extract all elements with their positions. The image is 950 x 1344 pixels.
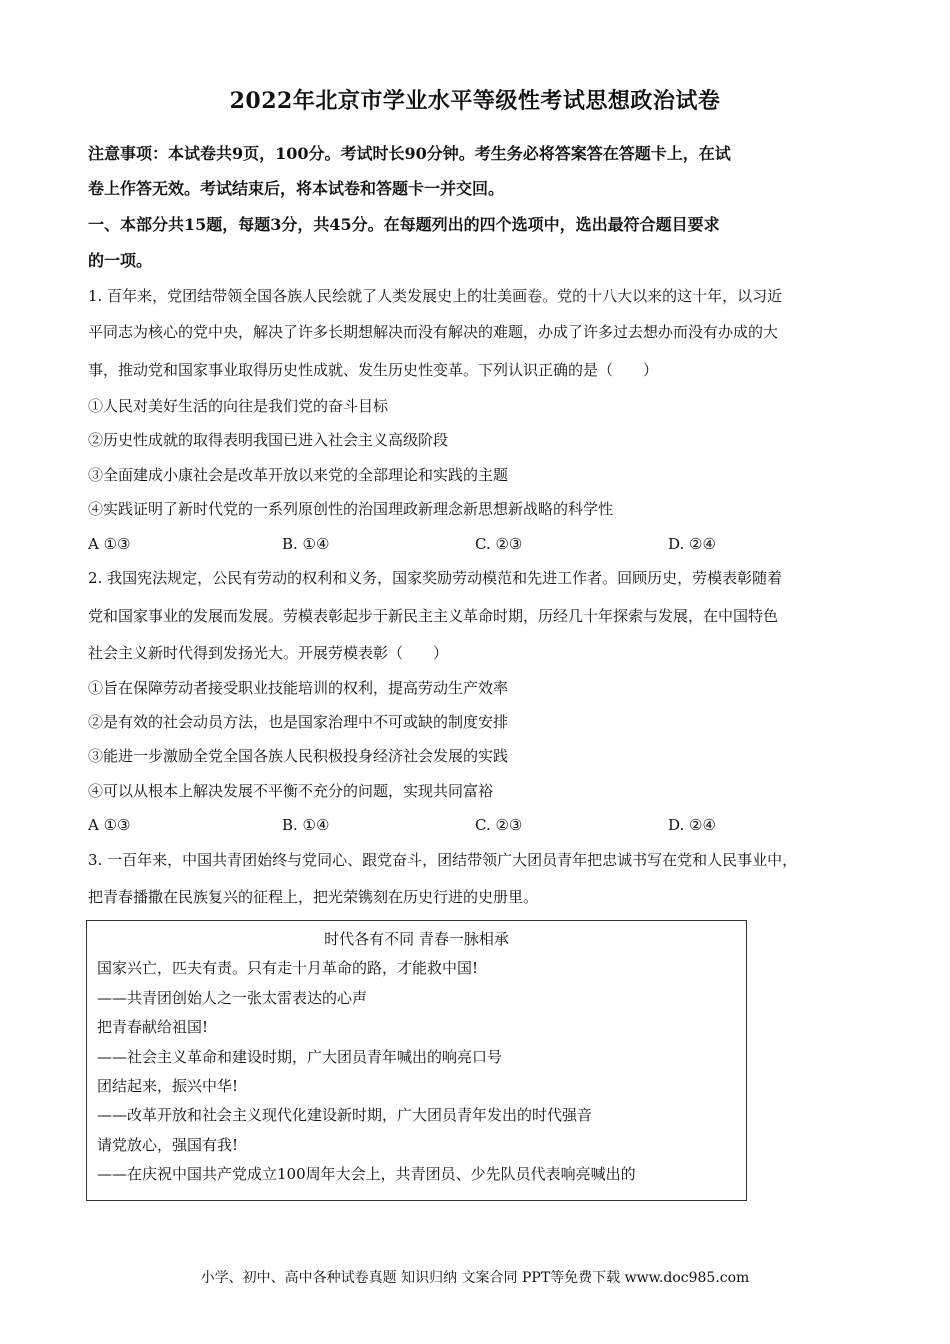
quote-line-7: 请党放心，强国有我! (97, 1136, 239, 1154)
q1-stem-line-3: 事，推动党和国家事业取得历史性成就、发生历史性变革。下列认识正确的是（ ） (88, 361, 659, 379)
notice-line-2: 卷上作答无效。考试结束后，将本试卷和答题卡一并交回。 (88, 179, 505, 198)
section-heading-line-2: 的一项。 (88, 251, 153, 270)
page-title: 2022年北京市学业水平等级性考试思想政治试卷 (229, 88, 721, 114)
q2-item-2: ②是有效的社会动员方法，也是国家治理中不可或缺的制度安排 (88, 713, 509, 731)
quote-line-8: ——在庆祝中国共产党成立100周年大会上，共青团员、少先队员代表响亮喊出的 (97, 1165, 636, 1183)
q2-option-d: D. ②④ (668, 816, 716, 834)
q3-stem-line-1: 3. 一百年来，中国共青团始终与党同心、跟党奋斗，团结带领广大团员青年把忠诚书写在党和人民事业中， (88, 851, 798, 869)
q1-option-c: C. ②③ (475, 535, 523, 553)
quote-line-6: ——改革开放和社会主义现代化建设新时期，广大团员青年发出的时代强音 (97, 1106, 593, 1124)
q2-stem-line-1: 2. 我国宪法规定，公民有劳动的权利和义务，国家奖励劳动模范和先进工作者。回顾历史，劳模表彰随着 (88, 569, 783, 587)
q2-option-c: C. ②③ (475, 816, 523, 834)
q2-option-b: B. ①④ (282, 816, 330, 834)
q1-option-d: D. ②④ (668, 535, 716, 553)
quote-line-2: ——共青团创始人之一张太雷表达的心声 (97, 989, 368, 1007)
q2-stem-line-3: 社会主义新时代得到发扬光大。开展劳模表彰（ ） (88, 644, 449, 662)
q1-option-a: A ①③ (88, 535, 131, 553)
q2-stem-line-2: 党和国家事业的发展而发展。劳模表彰起步于新民主主义革命时期，历经几十年探索与发展，在中国特色 (88, 607, 779, 625)
page-footer: 小学、初中、高中各种试卷真题 知识归纳 文案合同 PPT等免费下载 www.doc985.com (200, 1270, 750, 1286)
q1-item-3: ③全面建成小康社会是改革开放以来党的全部理论和实践的主题 (88, 466, 509, 484)
q1-item-4: ④实践证明了新时代党的一系列原创性的治国理政新理念新思想新战略的科学性 (88, 500, 614, 518)
quote-line-4: ——社会主义革命和建设时期，广大团员青年喊出的响亮口号 (97, 1048, 503, 1066)
quote-box (86, 920, 747, 1201)
quote-line-5: 团结起来，振兴中华! (97, 1077, 239, 1095)
quote-line-1: 国家兴亡，匹夫有责。只有走十月革命的路，才能救中国! (97, 959, 479, 977)
section-heading-line-1: 一、本部分共15题，每题3分，共45分。在每题列出的四个选项中，选出最符合题目要求 (88, 215, 720, 234)
q1-item-2: ②历史性成就的取得表明我国已进入社会主义高级阶段 (88, 431, 449, 449)
q3-stem-line-2: 把青春播撒在民族复兴的征程上，把光荣镌刻在历史行进的史册里。 (88, 888, 539, 906)
q2-item-4: ④可以从根本上解决发展不平衡不充分的问题，实现共同富裕 (88, 782, 494, 800)
quote-box-title: 时代各有不同 青春一脉相承 (324, 930, 509, 948)
q1-item-1: ①人民对美好生活的向往是我们党的奋斗目标 (88, 397, 389, 415)
q2-option-a: A ①③ (88, 816, 131, 834)
q2-item-3: ③能进一步激励全党全国各族人民积极投身经济社会发展的实践 (88, 747, 509, 765)
q1-stem-line-2: 平同志为核心的党中央，解决了许多长期想解决而没有解决的难题，办成了许多过去想办而没有办成的大 (88, 323, 779, 341)
quote-line-3: 把青春献给祖国! (97, 1018, 209, 1036)
q2-item-1: ①旨在保障劳动者接受职业技能培训的权利，提高劳动生产效率 (88, 679, 509, 697)
notice-line-1: 注意事项：本试卷共9页，100分。考试时长90分钟。考生务必将答案答在答题卡上，在试 (88, 144, 731, 163)
q1-stem-line-1: 1. 百年来，党团结带领全国各族人民绘就了人类发展史上的壮美画卷。党的十八大以来的这十年，以习近 (88, 287, 783, 305)
q1-option-b: B. ①④ (282, 535, 330, 553)
